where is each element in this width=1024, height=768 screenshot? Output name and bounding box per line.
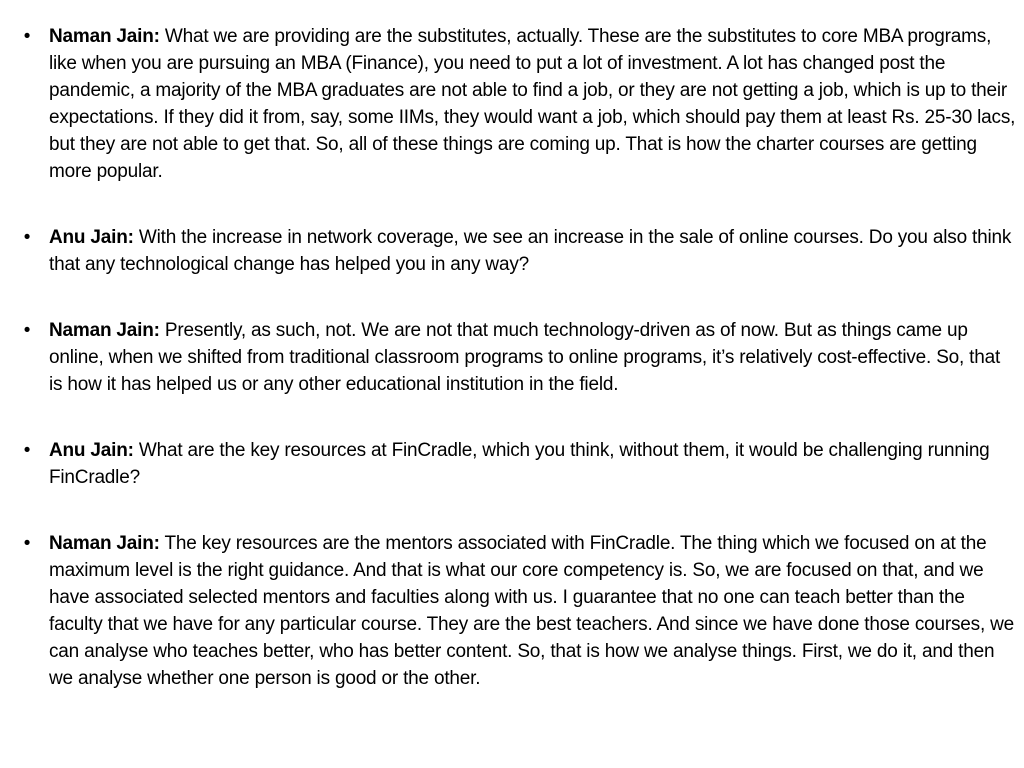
speaker-name: Anu Jain: xyxy=(49,227,134,248)
speaker-name: Naman Jain: xyxy=(49,533,160,554)
transcript-text: What we are providing are the substitutes, actually. These are the substitutes to core MBA programs, like when you are pursuing an MBA (Finance), you need to put a lot of investment. A lot has changed post the pandemic, a majority of the MBA graduates are not able to find a job, or they are not getting a job, which is up to their expectations. If they did it from, say, some IIMs, they would want a job, which should pay them at least Rs. 25-30 lacs, but they are not able to get that. So, all of these things are coming up. That is how the charter courses are getting more popular. xyxy=(49,26,1016,182)
transcript-text: What are the key resources at FinCradle, which you think, without them, it would be challenging running FinCradle? xyxy=(49,440,990,488)
transcript-item xyxy=(0,437,1024,491)
bullet-icon: • xyxy=(23,440,31,461)
speaker-name: Naman Jain: xyxy=(49,26,160,47)
transcript-item xyxy=(0,530,1024,692)
transcript-item xyxy=(0,317,1024,398)
speaker-name: Naman Jain: xyxy=(49,320,160,341)
transcript-text: With the increase in network coverage, we see an increase in the sale of online courses. Do you also think that any technological change has helped you in any way? xyxy=(49,227,1012,275)
interview-transcript-list xyxy=(0,23,1024,692)
transcript-item xyxy=(0,23,1024,185)
bullet-icon: • xyxy=(23,227,31,248)
bullet-icon: • xyxy=(23,533,31,554)
bullet-icon: • xyxy=(23,320,31,341)
speaker-name: Anu Jain: xyxy=(49,440,134,461)
bullet-icon: • xyxy=(23,26,31,47)
transcript-text: Presently, as such, not. We are not that much technology-driven as of now. But as things came up online, when we shifted from traditional classroom programs to online programs, it’s relatively cost-effective. So, that is how it has helped us or any other educational institution in the field. xyxy=(49,320,1001,395)
transcript-item xyxy=(0,224,1024,278)
transcript-text: The key resources are the mentors associated with FinCradle. The thing which we focused on at the maximum level is the right guidance. And that is what our core competency is. So, we are focused on that, and we have associated selected mentors and faculties along with us. I guarantee that no one can teach better than the faculty that we have for any particular course. They are the best teachers. And since we have done those courses, we can analyse who teaches better, who has better content. So, that is how we analyse things. First, we do it, and then we analyse whether one person is good or the other. xyxy=(49,533,1015,689)
